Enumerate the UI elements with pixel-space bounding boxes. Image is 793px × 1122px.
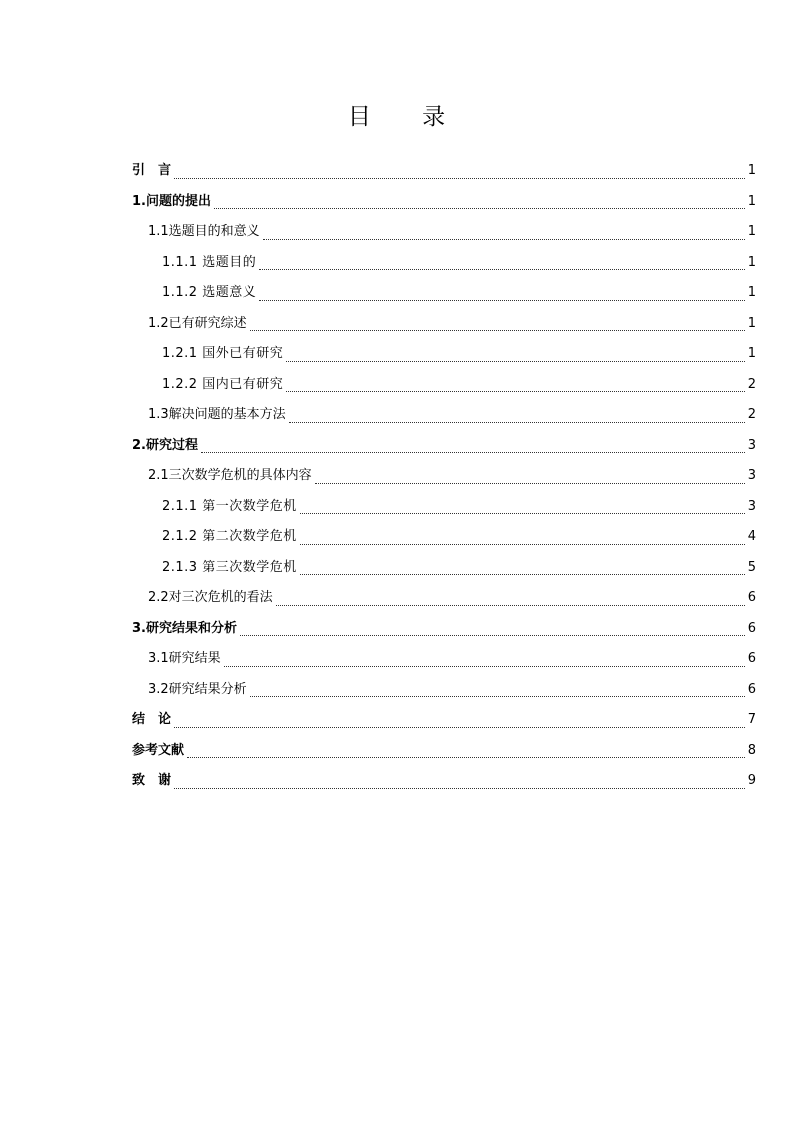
toc-entry-label: 2.2对三次危机的看法: [148, 590, 273, 605]
dot-leader: [300, 504, 745, 514]
toc-page-number: 6: [747, 651, 756, 666]
toc-entry[interactable]: [132, 339, 756, 370]
dot-leader: [289, 413, 745, 423]
toc-entry-label: 1.问题的提出: [132, 193, 211, 209]
toc-page-number: 1: [747, 346, 756, 361]
toc-entry[interactable]: [132, 553, 756, 584]
toc-entry-label: 1.1.2 选题意义: [162, 285, 257, 300]
dot-leader: [240, 626, 745, 636]
dot-leader: [286, 352, 745, 362]
dot-leader: [250, 321, 745, 331]
toc-page-number: 5: [747, 559, 756, 575]
dot-leader: [224, 657, 745, 667]
toc-entry[interactable]: [132, 614, 756, 645]
dot-leader: [276, 596, 745, 606]
dot-leader: [174, 779, 745, 789]
toc-page-number: 6: [747, 681, 756, 697]
dot-leader: [263, 230, 745, 240]
toc-entry[interactable]: [132, 400, 756, 431]
toc-entry-label: 3.1研究结果: [148, 651, 221, 666]
dot-leader: [250, 687, 745, 697]
toc-entry[interactable]: [132, 309, 756, 340]
toc-entry[interactable]: [132, 583, 756, 614]
toc-page-number: 3: [747, 468, 756, 483]
dot-leader: [286, 382, 745, 392]
toc-page-number: 7: [747, 712, 756, 727]
toc-page-number: 9: [747, 773, 756, 788]
toc-entry-label: 结 论: [132, 712, 172, 727]
toc-page-number: 1: [747, 254, 756, 270]
toc-entry-label: 1.2已有研究综述: [148, 315, 247, 331]
toc-entry-label: 2.1.1 第一次数学危机: [162, 498, 297, 514]
toc-entry[interactable]: [132, 766, 756, 797]
toc-page-number: 8: [747, 742, 756, 758]
toc-page-number: 2: [747, 407, 756, 422]
toc-entry-label: 引 言: [132, 163, 172, 178]
toc-entry-label: 1.2.1 国外已有研究: [162, 346, 284, 361]
table-of-contents: [132, 156, 756, 797]
dot-leader: [201, 443, 745, 453]
toc-page-number: 1: [747, 285, 756, 300]
toc-page-number: 4: [747, 529, 756, 544]
toc-entry[interactable]: [132, 217, 756, 248]
toc-entry-label: 1.1.1 选题目的: [162, 254, 257, 270]
toc-entry[interactable]: [132, 675, 756, 706]
toc-entry-label: 参考文献: [132, 742, 185, 758]
dot-leader: [315, 474, 745, 484]
dot-leader: [174, 718, 745, 728]
dot-leader: [300, 535, 745, 545]
toc-entry[interactable]: [132, 248, 756, 279]
toc-entry-label: 2.1.2 第二次数学危机: [162, 529, 297, 544]
toc-entry[interactable]: [132, 644, 756, 675]
dot-leader: [259, 260, 745, 270]
toc-entry[interactable]: [132, 431, 756, 462]
toc-entry[interactable]: [132, 187, 756, 218]
toc-entry-label: 1.2.2 国内已有研究: [162, 376, 284, 392]
dot-leader: [300, 565, 745, 575]
toc-page-number: 6: [747, 620, 756, 636]
toc-page-number: 3: [747, 498, 756, 514]
toc-entry-label: 1.1选题目的和意义: [148, 224, 260, 239]
toc-page-number: 1: [747, 224, 756, 239]
toc-entry[interactable]: [132, 736, 756, 767]
toc-entry[interactable]: [132, 705, 756, 736]
toc-entry[interactable]: [132, 461, 756, 492]
toc-entry-label: 3.2研究结果分析: [148, 681, 247, 697]
toc-entry-label: 致 谢: [132, 773, 172, 788]
toc-entry[interactable]: [132, 278, 756, 309]
toc-page-number: 3: [747, 437, 756, 453]
toc-entry[interactable]: [132, 370, 756, 401]
toc-page-number: 1: [747, 315, 756, 331]
toc-entry[interactable]: [132, 492, 756, 523]
dot-leader: [174, 169, 745, 179]
toc-entry-label: 2.1三次数学危机的具体内容: [148, 468, 312, 483]
dot-leader: [214, 199, 745, 209]
toc-entry-label: 3.研究结果和分析: [132, 620, 237, 636]
toc-page-number: 1: [747, 163, 756, 178]
page-title: 目 录: [347, 104, 468, 130]
toc-entry-label: 2.研究过程: [132, 437, 198, 453]
toc-entry[interactable]: [132, 156, 756, 187]
toc-page-number: 2: [747, 376, 756, 392]
dot-leader: [187, 748, 745, 758]
toc-entry-label: 1.3解决问题的基本方法: [148, 407, 286, 422]
toc-page-number: 1: [747, 193, 756, 209]
toc-entry[interactable]: [132, 522, 756, 553]
dot-leader: [259, 291, 745, 301]
toc-entry-label: 2.1.3 第三次数学危机: [162, 559, 297, 575]
toc-page-number: 6: [747, 590, 756, 605]
